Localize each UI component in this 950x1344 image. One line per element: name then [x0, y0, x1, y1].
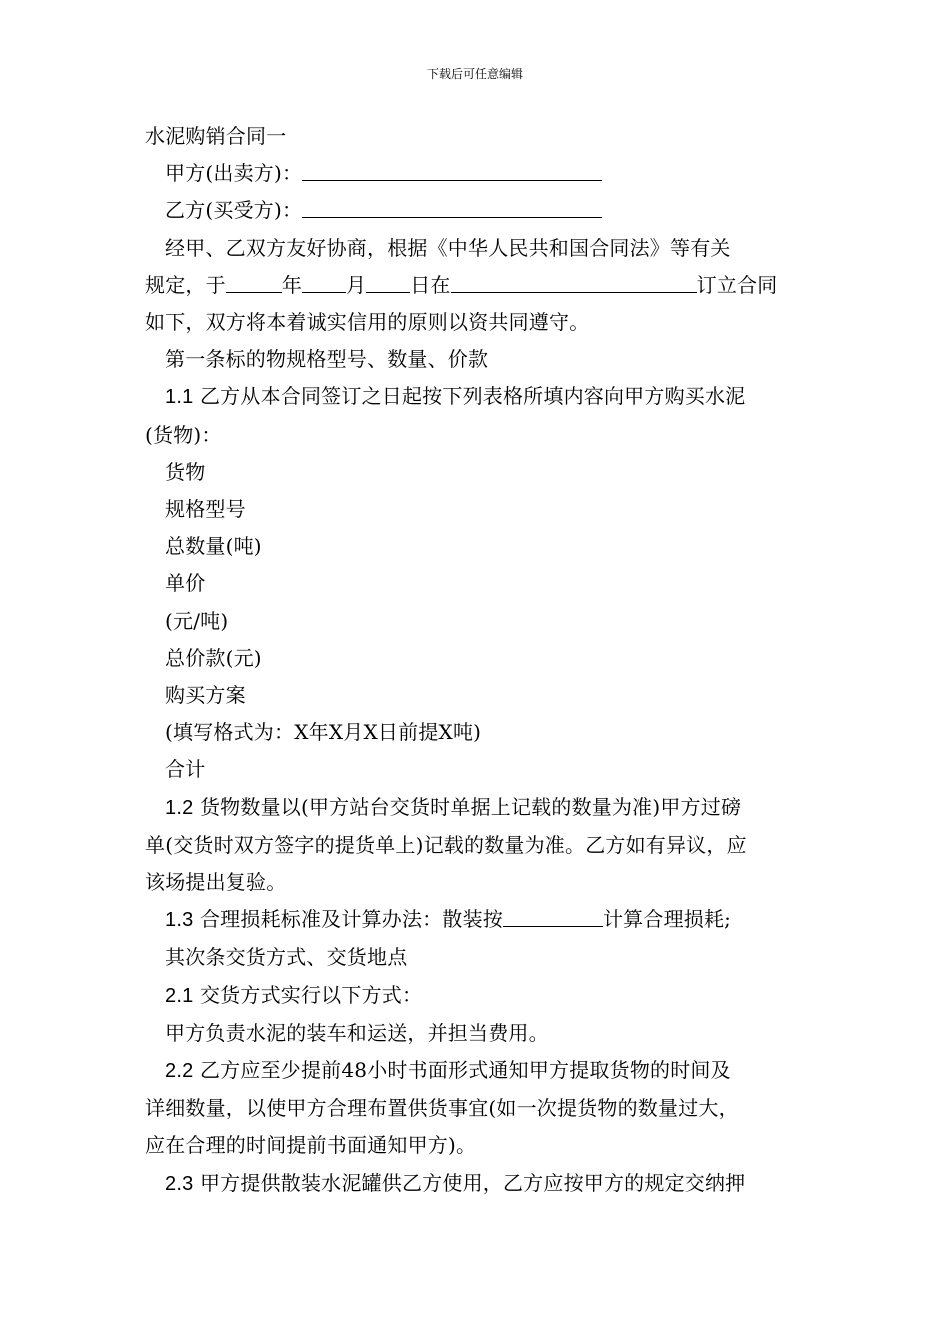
- year-blank: [226, 291, 282, 293]
- clause-text: 甲方提供散装水泥罐供乙方使用，乙方应按甲方的规定交纳押: [199, 1170, 746, 1195]
- intro-line-2: [145, 267, 810, 304]
- table-item-plan: 购买方案: [165, 683, 246, 708]
- intro-sign-suffix: 订立合同: [696, 272, 778, 297]
- clause-1-2-line-2: 单(交货时双方签字的提货单上)记载的数量为准。乙方如有异议，应: [145, 832, 747, 857]
- clause-text: 交货方式实行以下方式：: [199, 982, 423, 1007]
- table-item-goods: 货物: [165, 459, 206, 484]
- article-2-title: 其次条交货方式、交货地点: [165, 945, 408, 970]
- table-item-total-price: 总价款(元): [165, 645, 262, 670]
- clause-number: 1.1: [165, 386, 194, 409]
- clause-number: 1.3: [165, 909, 194, 932]
- clause-2-3-line-1: [145, 1165, 810, 1203]
- year-label: 年: [281, 272, 303, 297]
- clause-text: 乙方从本合同签订之日起按下列表格所填内容向甲方购买水泥: [199, 384, 746, 409]
- clause-2-2-line-1: [145, 1052, 810, 1090]
- clause-1-3-line: [145, 901, 810, 939]
- table-item-quantity: 总数量(吨): [165, 534, 262, 559]
- month-label: 月: [346, 272, 367, 297]
- clause-2-2-line-2: 详细数量，以使甲方合理布置供货事宜(如一次提货物的数量过大，: [145, 1096, 739, 1121]
- party-a-label: 甲方(出卖方)：: [165, 161, 303, 186]
- clause-number: 2.1: [165, 984, 194, 1007]
- table-item-total: 合计: [165, 757, 206, 782]
- article-1-title: 第一条标的物规格型号、数量、价款: [165, 347, 489, 372]
- table-item-format: (填写格式为：X年X月X日前提X吨): [165, 720, 482, 745]
- day-label: 日在: [410, 272, 451, 297]
- day-blank: [366, 291, 410, 293]
- clause-text: 乙方应至少提前48小时书面形式通知甲方提取货物的时间及: [199, 1058, 731, 1083]
- party-b-label: 乙方(买受方)：: [165, 198, 303, 223]
- month-blank: [302, 291, 346, 293]
- intro-line-3: 如下，双方将本着诚实信用的原则以资共同遵守。: [145, 310, 590, 335]
- page-header: 下载后可任意编辑: [426, 67, 523, 81]
- clause-2-1-line: [145, 977, 810, 1015]
- table-item-spec: 规格型号: [165, 497, 246, 522]
- loss-standard-blank: [503, 925, 603, 927]
- contract-body: [145, 118, 810, 1203]
- clause-1-2-line-1: [145, 789, 810, 827]
- clause-1-2-line-3: 该场提出复验。: [145, 870, 287, 895]
- intro-line-1: 经甲、乙双方友好协商，根据《中华人民共和国合同法》等有关: [165, 235, 731, 260]
- party-a-line: [145, 155, 810, 192]
- clause-number: 2.3: [165, 1172, 194, 1195]
- clause-2-2-line-3: 应在合理的时间提前书面通知甲方)。: [145, 1133, 477, 1158]
- clause-number: 1.2: [165, 796, 194, 819]
- clause-2-1-detail: 甲方负责水泥的装车和运送，并担当费用。: [165, 1020, 549, 1045]
- clause-1-1-line-1: [145, 378, 810, 416]
- place-blank: [451, 291, 697, 293]
- party-b-blank: [302, 216, 602, 218]
- table-item-unit-price: 单价: [165, 571, 206, 596]
- clause-text: 货物数量以(甲方站台交货时单据上记载的数量为准)甲方过磅: [199, 794, 742, 819]
- clause-text-suffix: 计算合理损耗;: [602, 907, 732, 932]
- contract-title: 水泥购销合同一: [145, 124, 287, 148]
- intro-date-prefix: 规定，于: [145, 272, 226, 297]
- clause-number: 2.2: [165, 1060, 194, 1083]
- party-a-blank: [302, 179, 602, 181]
- party-b-line: [145, 192, 810, 229]
- clause-text: 合理损耗标准及计算办法：散装按: [199, 907, 503, 932]
- table-item-unit: (元/吨): [165, 608, 229, 633]
- clause-1-1-line-2: (货物)：: [145, 422, 222, 447]
